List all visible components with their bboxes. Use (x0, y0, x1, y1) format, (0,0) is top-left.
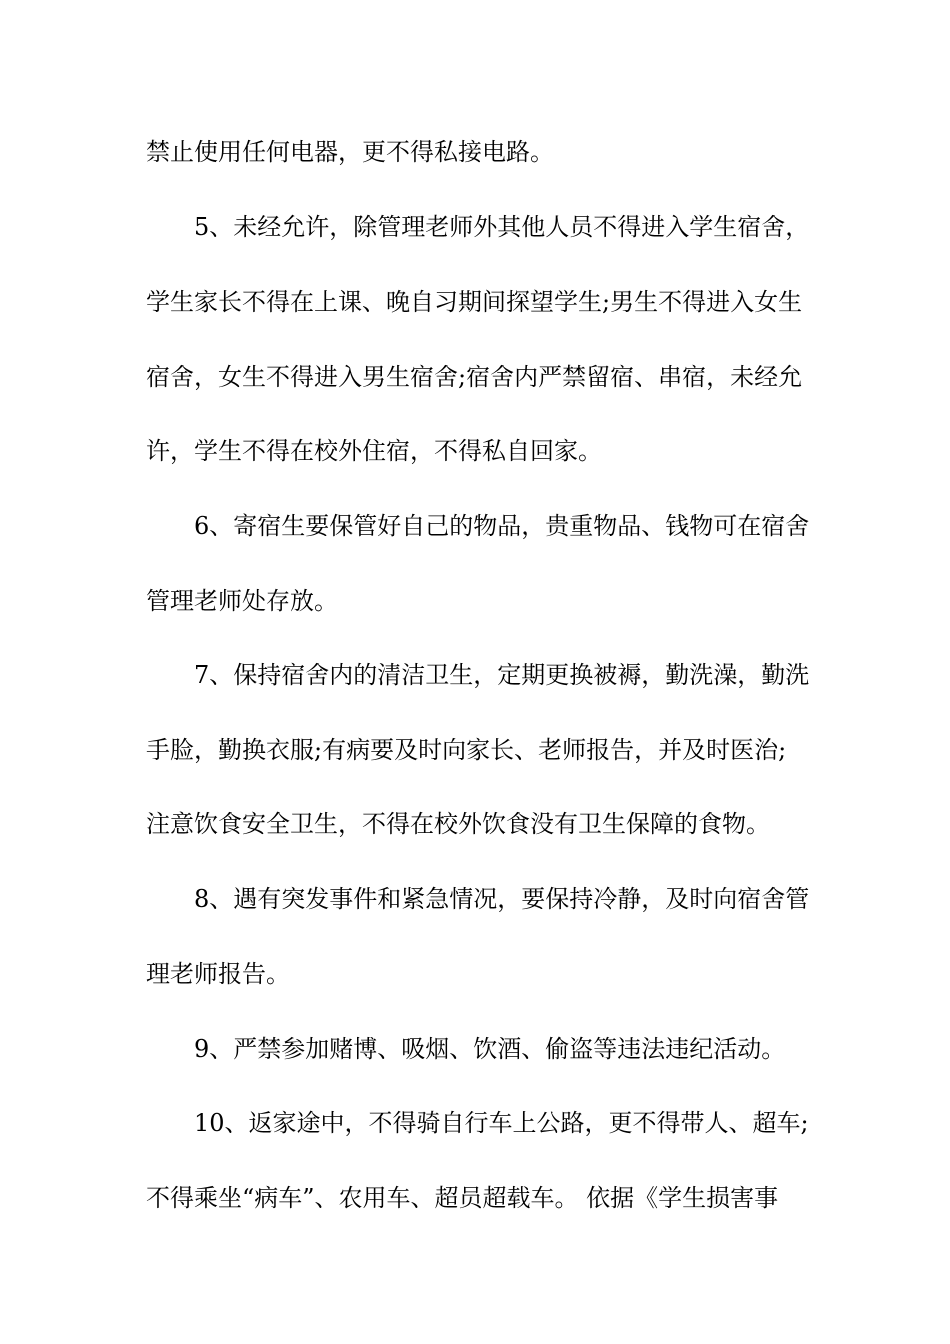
paragraph-line: 6、寄宿生要保管好自己的物品，贵重物品、钱物可在宿舍 (194, 512, 810, 540)
paragraph-line: 注意饮食安全卫生，不得在校外饮食没有卫生保障的食物。 (146, 810, 770, 838)
paragraph-line: 8、遇有突发事件和紧急情况，要保持冷静，及时向宿舍管 (194, 885, 810, 913)
paragraph-line: 5、未经允许，除管理老师外其他人员不得进入学生宿舍， (194, 213, 810, 241)
paragraph-line: 学生家长不得在上课、晚自习期间探望学生;男生不得进入女生 (146, 288, 803, 316)
paragraph-line: 9、严禁参加赌博、吸烟、饮酒、偷盗等违法违纪活动。 (194, 1035, 786, 1063)
paragraph-line: 手脸，勤换衣服;有病要及时向家长、老师报告，并及时医治; (146, 736, 787, 764)
paragraph-line: 7、保持宿舍内的清洁卫生，定期更换被褥，勤洗澡，勤洗 (194, 661, 810, 689)
paragraph-line: 10、返家途中，不得骑自行车上公路，更不得带人、超车; (194, 1109, 809, 1137)
paragraph-line: 管理老师处存放。 (146, 587, 338, 615)
paragraph-line: 许，学生不得在校外住宿，不得私自回家。 (146, 437, 602, 465)
paragraph-line: 理老师报告。 (146, 960, 290, 988)
paragraph-line: 宿舍，女生不得进入男生宿舍;宿舍内严禁留宿、串宿，未经允 (146, 363, 803, 391)
paragraph-line: 不得乘坐“病车”、农用车、超员超载车。 依据《学生损害事 (146, 1184, 779, 1212)
paragraph-line: 禁止使用任何电器，更不得私接电路。 (146, 138, 554, 166)
